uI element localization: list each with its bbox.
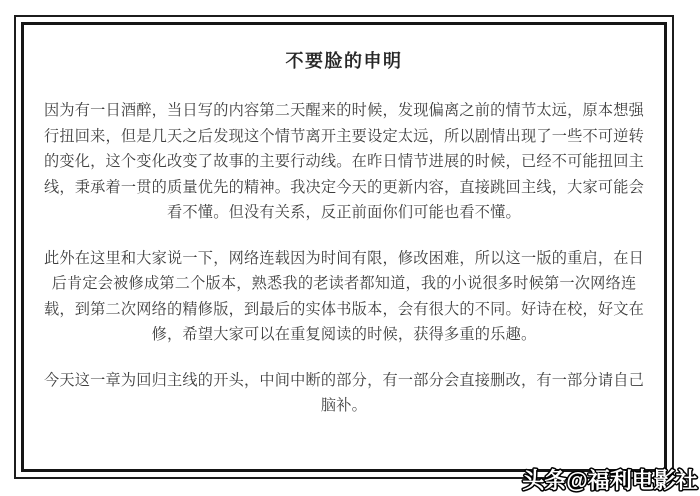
statement-content bbox=[24, 25, 664, 419]
statement-frame-inner bbox=[21, 22, 667, 472]
statement-paragraph-2: 此外在这里和大家说一下，网络连载因为时间有限，修改困难，所以这一版的重启，在日后肯定会被修成第二个版本，熟悉我的老读者都知道，我的小说很多时候第一次网络连载，到第二次网络的精修版，到最后的实体书版本，会有很大的不同。好诗在校，好文在修，希望大家可以在重复阅读的时候，获得多重的乐趣。 bbox=[43, 249, 645, 343]
statement-paragraph-3: 今天这一章为回归主线的开头，中间中断的部分，有一部分会直接删改，有一部分请自己脑补。 bbox=[43, 371, 645, 414]
toutiao-watermark bbox=[521, 464, 699, 494]
statement-title: 不要脸的申明 bbox=[285, 51, 403, 71]
toutiao-watermark-text: 头条@福利电影社 bbox=[522, 468, 698, 493]
statement-frame-outer bbox=[14, 15, 674, 479]
statement-paragraph-1: 因为有一日酒醉，当日写的内容第二天醒来的时候，发现偏离之前的情节太远，原本想强行扭回来，但是几天之后发现这个情节离开主要设定太远，所以剧情出现了一些不可逆转的变化，这个变化改变了故事的主要行动线。在昨日情节进展的时候，已经不可能扭回主线，秉承着一贯的质量优先的精神。我决定今天的更新内容，直接跳回主线，大家可能会看不懂。但没有关系，反正前面你们可能也看不懂。 bbox=[43, 102, 645, 221]
